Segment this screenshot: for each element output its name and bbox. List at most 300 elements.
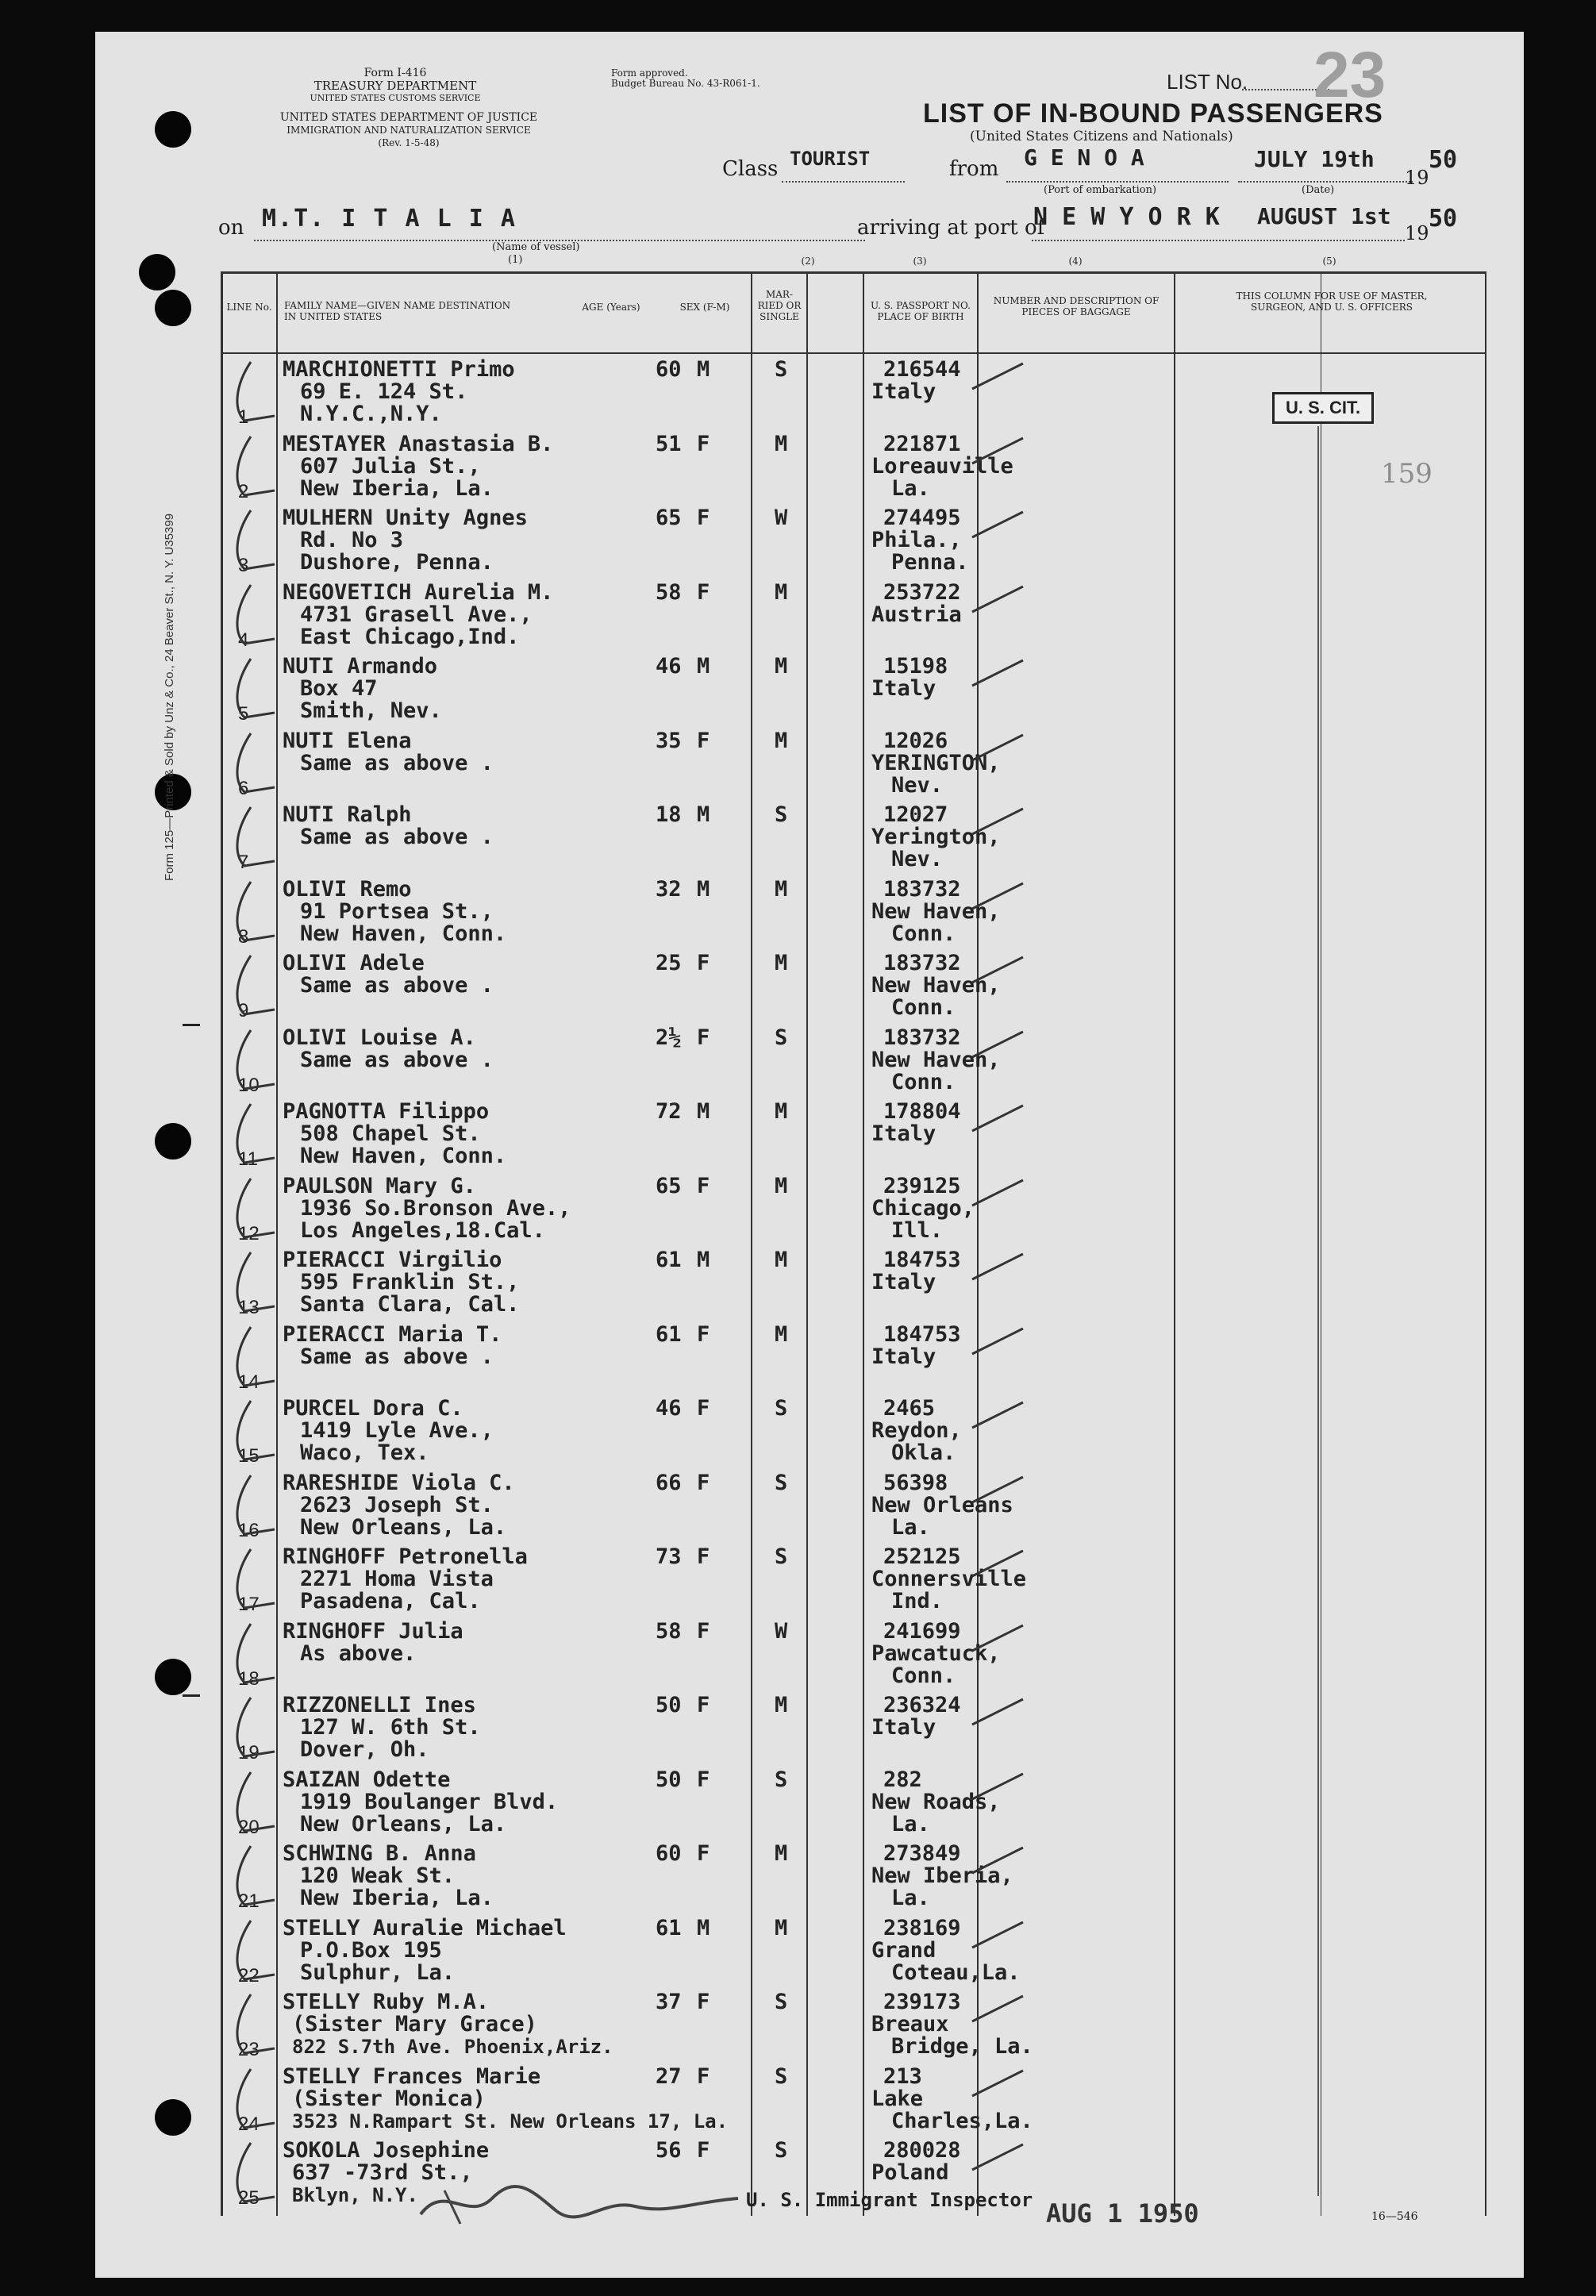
table-row (221, 1541, 1486, 1616)
place-of-birth: Reydon, (871, 1418, 962, 1443)
header-sex: SEX (F-M) (679, 302, 730, 313)
from-label: from (949, 157, 999, 181)
marital-status: M (775, 1321, 788, 1347)
age: 60 (656, 357, 682, 382)
passport-number: 239173 (883, 1990, 961, 2014)
destination-line: East Chicago,Ind. (300, 624, 520, 649)
sex: F (697, 1693, 710, 1717)
place-of-birth: Chicago, (871, 1195, 975, 1221)
check-mark (227, 1690, 283, 1761)
place-of-birth-state: Charles,La. (891, 2108, 1033, 2133)
line-number: 5 (238, 703, 249, 725)
table-row (221, 1319, 1486, 1394)
marital-status: S (775, 1767, 788, 1792)
age: 65 (656, 1173, 682, 1198)
class-value: TOURIST (790, 148, 871, 170)
table-row (221, 429, 1486, 503)
passport-number: 183732 (883, 951, 961, 975)
sex: F (697, 1841, 710, 1866)
passport-tick (971, 880, 1026, 912)
sex: M (697, 802, 710, 827)
passenger-name: SOKOLA Josephine (283, 2138, 490, 2163)
form-header-left (300, 67, 490, 105)
passport-number: 274495 (883, 506, 961, 530)
marital-status: M (775, 1173, 788, 1198)
address-line: 91 Portsea St., (300, 898, 494, 924)
check-mark (227, 1838, 283, 1909)
check-mark (227, 1986, 283, 2058)
manifest-table (221, 256, 1486, 2216)
check-mark (227, 577, 283, 648)
line-number: 7 (238, 852, 249, 873)
passenger-name: NUTI Ralph (283, 802, 412, 827)
place-of-birth: New Iberia, (871, 1863, 1013, 1888)
table-row (221, 1616, 1486, 1690)
arrival-stamp-date: AUG 1 1950 (1046, 2198, 1199, 2229)
class-label: Class (722, 157, 779, 181)
marital-status: M (775, 1841, 788, 1866)
table-row (221, 1690, 1486, 1764)
table-row (221, 1764, 1486, 1839)
budget-number: Budget Bureau No. 43-R061-1. (611, 78, 760, 89)
passenger-name: MARCHIONETTI Primo (283, 357, 515, 382)
arrival-line (1032, 240, 1405, 241)
passport-number: 184753 (883, 1321, 961, 1347)
address-line: 1936 So.Bronson Ave., (300, 1195, 571, 1221)
check-mark (227, 1541, 283, 1613)
punch-hole (155, 1659, 191, 1695)
place-of-birth: New Roads, (871, 1789, 1001, 1814)
check-mark (227, 429, 283, 500)
sex: F (697, 1618, 710, 1644)
age: 25 (656, 951, 682, 975)
marital-status: M (775, 1693, 788, 1717)
place-of-birth: Pawcatuck, (871, 1640, 1001, 1666)
destination-line: 3523 N.Rampart St. New Orleans 17, La. (292, 2109, 729, 2133)
destination-line: Los Angeles,18.Cal. (300, 1217, 545, 1243)
check-mark (227, 1319, 283, 1390)
passport-number: 15198 (883, 654, 948, 679)
line-number: 4 (238, 629, 249, 651)
address-line: 69 E. 124 St. (300, 379, 468, 404)
address-line: 595 Franklin St., (300, 1270, 520, 1294)
passport-number: 280028 (883, 2138, 961, 2163)
year-prefix: 19 (1405, 167, 1429, 189)
sex: F (697, 1321, 710, 1347)
passenger-name: RINGHOFF Petronella (283, 1544, 528, 1569)
line-number: 2 (238, 480, 249, 502)
passenger-name: PIERACCI Virgilio (283, 1248, 502, 1272)
address-line: 1919 Boulanger Blvd. (300, 1789, 559, 1814)
line-number: 1 (238, 406, 249, 428)
arrival-year: 50 (1429, 205, 1458, 233)
destination-line: New Iberia, La. (300, 1886, 494, 1910)
sex: M (697, 1915, 710, 1940)
passport-number: 241699 (883, 1618, 961, 1644)
place-of-birth: Breaux (871, 2012, 949, 2036)
sex: F (697, 951, 710, 975)
age: 51 (656, 431, 682, 456)
passenger-name: RARESHIDE Viola C. (283, 1470, 515, 1495)
table-row (221, 1022, 1486, 1097)
passport-tick (971, 1399, 1026, 1431)
passenger-name: RINGHOFF Julia (283, 1618, 463, 1644)
marital-status: W (775, 506, 788, 530)
passport-number: 253722 (883, 579, 961, 605)
passport-tick (971, 1102, 1026, 1134)
sex: F (697, 1470, 710, 1495)
departure-year: 50 (1429, 146, 1458, 174)
passport-number: 221871 (883, 431, 961, 456)
sex: F (697, 1173, 710, 1198)
check-mark (227, 1393, 283, 1464)
sex: F (697, 2138, 710, 2163)
marital-status: M (775, 1248, 788, 1272)
place-of-birth: Grand (871, 1937, 936, 1963)
passport-number: 252125 (883, 1544, 961, 1569)
check-mark (227, 1022, 283, 1094)
address-line: 2271 Homa Vista (300, 1567, 494, 1591)
on-label: on (218, 216, 244, 240)
passport-tick (971, 1251, 1026, 1283)
line-number: 19 (238, 1742, 260, 1763)
age: 50 (656, 1693, 682, 1717)
arriving-label: arriving at port of (857, 216, 1045, 240)
justice-header (218, 111, 599, 149)
place-of-birth: Austria (871, 602, 962, 627)
check-mark (227, 1244, 283, 1316)
destination-line: Smith, Nev. (300, 698, 442, 723)
place-of-birth-state: La. (891, 475, 930, 501)
age: 2½ (656, 1025, 682, 1050)
place-of-birth-state: Coteau,La. (891, 1959, 1021, 1985)
vessel-col-number: (1) (508, 254, 523, 266)
check-mark (227, 799, 283, 871)
check-mark (227, 1096, 283, 1167)
address-line: Same as above . (300, 750, 494, 775)
age: 37 (656, 1990, 682, 2014)
passport-number: 236324 (883, 1693, 961, 1717)
passenger-name: STELLY Auralie Michael (283, 1915, 567, 1940)
line-number: 25 (238, 2187, 260, 2209)
header-name: FAMILY NAME—GIVEN NAME DESTINATION IN UNITED STATES (284, 300, 511, 322)
document-title: LIST OF IN-BOUND PASSENGERS (923, 98, 1383, 129)
place-of-birth-state: Nev. (891, 847, 944, 871)
inspector-signature (413, 2175, 746, 2230)
sex: M (697, 1099, 710, 1124)
check-mark (227, 1913, 283, 1984)
passport-tick (971, 1622, 1026, 1654)
citizen-stamp: U. S. CIT. (1272, 392, 1374, 424)
passenger-name: STELLY Frances Marie (283, 2063, 541, 2089)
line-number: 3 (238, 555, 249, 576)
destination-line: 822 S.7th Ave. Phoenix,Ariz. (292, 2036, 613, 2058)
passport-tick (971, 954, 1026, 986)
table-row (221, 1393, 1486, 1467)
table-top-border (221, 271, 1486, 274)
marital-status: M (775, 951, 788, 975)
table-row (221, 577, 1486, 652)
address-line: 637 -73rd St., (292, 2160, 473, 2185)
header-officers: THIS COLUMN FOR USE OF MASTER, SURGEON, AND U. S. OFFICERS (1236, 290, 1428, 313)
destination-line: New Iberia, La. (300, 475, 494, 501)
passport-number: 184753 (883, 1248, 961, 1272)
age: 27 (656, 2063, 682, 2089)
marital-status: S (775, 1396, 788, 1421)
address-line: Same as above . (300, 1047, 494, 1072)
passport-tick (971, 806, 1026, 837)
sex: F (697, 2063, 710, 2089)
header-line-no: LINE No. (226, 302, 272, 313)
line-number: 11 (238, 1148, 258, 1170)
place-of-birth-state: Nev. (891, 772, 944, 798)
date-caption: (Date) (1302, 184, 1335, 196)
form-approved: Form approved. (611, 67, 688, 79)
address-line: 2623 Joseph St. (300, 1492, 494, 1517)
marital-status: S (775, 357, 788, 382)
passport-tick (971, 2141, 1026, 2173)
passport-number: 239125 (883, 1173, 961, 1198)
sex: F (697, 1990, 710, 2014)
passport-number: 56398 (883, 1470, 948, 1495)
passport-number: 12027 (883, 802, 948, 827)
arrival-year-prefix: 19 (1405, 222, 1429, 244)
destination-line: New Haven, Conn. (300, 1144, 507, 1168)
form-number: Form I-416 (363, 67, 427, 79)
check-mark (227, 2061, 283, 2133)
address-line: P.O.Box 195 (300, 1937, 442, 1963)
destination-line: New Orleans, La. (300, 1514, 507, 1540)
marital-status: S (775, 2063, 788, 2089)
marital-status: S (775, 2138, 788, 2163)
check-mark (227, 651, 283, 722)
passenger-rows (221, 354, 1486, 2211)
marital-status: M (775, 1099, 788, 1124)
address-line: Same as above . (300, 825, 494, 849)
sex: F (697, 1767, 710, 1792)
customs: UNITED STATES CUSTOMS SERVICE (310, 93, 481, 103)
address-line: 120 Weak St. (300, 1863, 456, 1888)
address-line: 1419 Lyle Ave., (300, 1418, 494, 1443)
destination-line: Pasadena, Cal. (300, 1589, 481, 1613)
passport-tick (971, 1844, 1026, 1876)
list-no-value: 23 (1313, 39, 1386, 111)
place-of-birth: Yerington, (871, 825, 1001, 849)
line-number: 23 (238, 2039, 260, 2060)
passport-number: 213 (883, 2063, 922, 2089)
passenger-name: MULHERN Unity Agnes (283, 506, 528, 530)
table-row (221, 725, 1486, 800)
sex: F (697, 431, 710, 456)
punch-hole (139, 254, 175, 290)
place-of-birth: Lake (871, 2086, 924, 2111)
passport-number: 216544 (883, 357, 961, 382)
sex: F (697, 1025, 710, 1050)
age: 58 (656, 1618, 682, 1644)
passport-number: 238169 (883, 1915, 961, 1940)
table-row (221, 1244, 1486, 1319)
passport-tick (971, 657, 1026, 689)
passport-tick (971, 2067, 1026, 2099)
document-subtitle: (United States Citizens and Nationals) (970, 129, 1233, 144)
col-number-2: (2) (801, 256, 815, 267)
place-of-birth: Poland (871, 2160, 949, 2185)
check-mark (227, 502, 283, 574)
sex: F (697, 728, 710, 753)
age: 66 (656, 1470, 682, 1495)
marital-status: M (775, 876, 788, 902)
margin-mark (183, 1694, 200, 1697)
punch-hole (155, 1123, 191, 1160)
passport-tick (971, 1993, 1026, 2025)
age: 60 (656, 1841, 682, 1866)
departure-date: JULY 19th (1254, 146, 1375, 172)
passport-tick (971, 509, 1026, 540)
line-number: 18 (238, 1667, 260, 1690)
address-line: As above. (300, 1640, 417, 1666)
table-row (221, 1986, 1486, 2061)
passenger-name: NUTI Armando (283, 654, 438, 679)
passport-tick (971, 1177, 1026, 1209)
passport-number: 183732 (883, 1025, 961, 1050)
place-of-birth: New Orleans (871, 1492, 1013, 1517)
check-mark (227, 354, 283, 425)
age: 50 (656, 1767, 682, 1792)
list-no-label: LIST No. (1167, 70, 1248, 94)
revision: (Rev. 1-5-48) (378, 137, 440, 148)
passenger-name: NEGOVETICH Aurelia M. (283, 579, 554, 605)
place-of-birth-state: Ind. (891, 1589, 944, 1613)
passenger-name: PURCEL Dora C. (283, 1396, 463, 1421)
line-number: 15 (238, 1445, 260, 1467)
table-row (221, 1913, 1486, 1987)
passport-tick (971, 1919, 1026, 1951)
address-line: 508 Chapel St. (300, 1121, 481, 1146)
passport-number: 273849 (883, 1841, 961, 1866)
passport-tick (971, 1771, 1026, 1802)
port-line (1006, 181, 1229, 183)
header-baggage: NUMBER AND DESCRIPTION OF PIECES OF BAGGAGE (993, 295, 1160, 317)
table-row (221, 948, 1486, 1022)
passenger-name: RIZZONELLI Ines (283, 1693, 476, 1717)
place-of-birth: Connersville (871, 1567, 1027, 1591)
header-passport: U. S. PASSPORT NO. PLACE OF BIRTH (871, 300, 971, 322)
line-number: 24 (238, 2113, 260, 2135)
passport-tick (971, 360, 1026, 392)
passenger-name: NUTI Elena (283, 728, 412, 753)
check-mark (227, 874, 283, 945)
passenger-name: PAULSON Mary G. (283, 1173, 476, 1198)
line-number: 20 (238, 1816, 260, 1838)
place-of-birth: Italy (871, 676, 936, 701)
place-of-birth: Phila., (871, 528, 962, 552)
place-of-birth: New Haven, (871, 973, 1001, 998)
destination-line: Dover, Oh. (300, 1737, 429, 1762)
place-of-birth-state: Conn. (891, 1069, 956, 1094)
punch-hole (155, 2099, 191, 2136)
header-married: MAR-RIED OR SINGLE (757, 289, 802, 322)
port-of-embarkation: G E N O A (1024, 144, 1144, 171)
place-of-birth-state: Penna. (891, 550, 969, 575)
marital-status: M (775, 654, 788, 679)
department: TREASURY DEPARTMENT (313, 79, 477, 93)
sex: M (697, 876, 710, 902)
marital-status: S (775, 1470, 788, 1495)
table-row (221, 1838, 1486, 1913)
sex: F (697, 506, 710, 530)
place-of-birth: New Haven, (871, 1047, 1001, 1072)
place-of-birth-state: La. (891, 1514, 930, 1540)
passport-tick (971, 435, 1026, 467)
place-of-birth: YERINGTON, (871, 750, 1001, 775)
age: 73 (656, 1544, 682, 1569)
immigration: IMMIGRATION AND NATURALIZATION SERVICE (287, 125, 531, 136)
passenger-name: SAIZAN Odette (283, 1767, 451, 1792)
table-row (221, 651, 1486, 725)
place-of-birth: Italy (871, 1715, 936, 1740)
marital-status: W (775, 1618, 788, 1644)
passenger-name: PIERACCI Maria T. (283, 1321, 502, 1347)
address-line: Same as above . (300, 973, 494, 998)
place-of-birth-state: Ill. (891, 1217, 944, 1243)
destination-line: N.Y.C.,N.Y. (300, 402, 442, 426)
table-row (221, 1171, 1486, 1245)
header-age: AGE (Years) (582, 302, 640, 313)
officer-check-line (1317, 426, 1319, 2196)
line-number: 14 (238, 1371, 260, 1393)
age: 72 (656, 1099, 682, 1124)
address-line: Same as above . (300, 1344, 494, 1369)
vessel-name: M.T. I T A L I A (262, 205, 517, 233)
address-line: 4731 Grasell Ave., (300, 602, 533, 627)
marital-status: M (775, 431, 788, 456)
passport-tick (971, 1548, 1026, 1579)
sex: F (697, 1544, 710, 1569)
form-code: 16—546 (1371, 2210, 1418, 2223)
sex: M (697, 357, 710, 382)
destination-line: Sulphur, La. (300, 1959, 456, 1985)
printer-note: Form 125—Printed & Sold by Unz & Co., 24 Beaver St., N. Y. U35399 (163, 513, 176, 881)
place-of-birth-state: Bridge, La. (891, 2034, 1033, 2059)
destination-line: Waco, Tex. (300, 1440, 429, 1465)
check-mark (227, 1764, 283, 1836)
line-number: 8 (238, 925, 249, 948)
inspector-label: U. S. Immigrant Inspector (746, 2189, 1033, 2211)
vessel-caption: (Name of vessel) (492, 241, 580, 253)
age: 18 (656, 802, 682, 827)
place-of-birth: Loreauville (871, 453, 1013, 479)
arrival-date: AUGUST 1st (1257, 203, 1391, 229)
line-number: 17 (238, 1594, 260, 1615)
address-line: 607 Julia St., (300, 453, 481, 479)
address-line: Rd. No 3 (300, 528, 404, 552)
passport-number: 12026 (883, 728, 948, 753)
justice: UNITED STATES DEPARTMENT OF JUSTICE (279, 111, 538, 124)
check-mark (227, 948, 283, 1019)
passport-tick (971, 1325, 1026, 1357)
line-number: 6 (238, 777, 249, 799)
table-row (221, 1096, 1486, 1171)
line-number: 13 (238, 1297, 260, 1318)
marital-status: S (775, 1544, 788, 1569)
col-number-3: (3) (913, 256, 927, 267)
place-of-birth: Italy (871, 1270, 936, 1294)
table-row (221, 874, 1486, 948)
sex: M (697, 1248, 710, 1272)
line-number: 10 (238, 1074, 260, 1096)
destination-line: Bklyn, N.Y. (292, 2184, 418, 2206)
place-of-birth-state: Conn. (891, 995, 956, 1020)
